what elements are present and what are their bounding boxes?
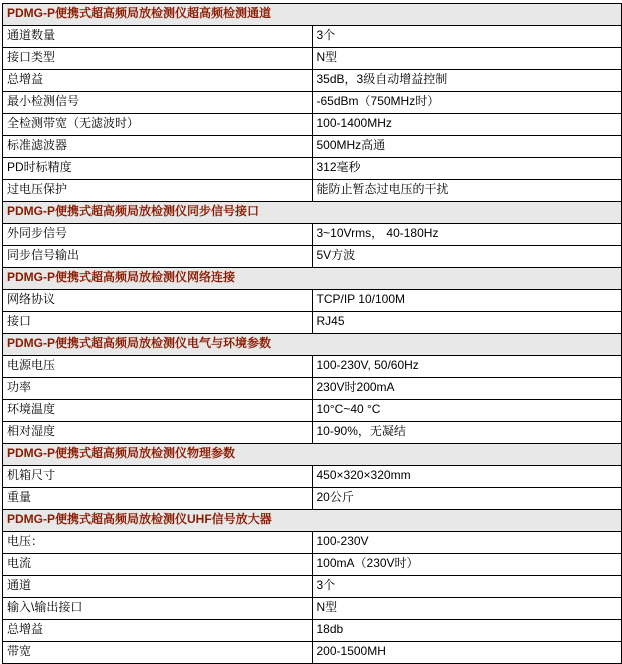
spec-label: 过电压保护 [3, 180, 313, 202]
spec-label: 带宽 [3, 642, 313, 664]
spec-label: 电流 [3, 554, 313, 576]
spec-label: 同步信号输出 [3, 246, 313, 268]
spec-value: 3个 [312, 26, 622, 48]
table-row [3, 224, 622, 246]
table-row [3, 246, 622, 268]
table-row [3, 136, 622, 158]
table-row [3, 26, 622, 48]
spec-label: 电压： [3, 532, 313, 554]
table-row [3, 114, 622, 136]
table-row [3, 576, 622, 598]
table-row [3, 488, 622, 510]
spec-value: 3~10Vrms， 40-180Hz [312, 224, 622, 246]
spec-value: 5V方波 [312, 246, 622, 268]
spec-label: 外同步信号 [3, 224, 313, 246]
section-header-label: PDMG-P便携式超高频局放检测仪电气与环境参数 [3, 334, 622, 356]
spec-value: 20公斤 [312, 488, 622, 510]
table-row [3, 532, 622, 554]
spec-value: 230V时200mA [312, 378, 622, 400]
specification-table [2, 3, 622, 664]
spec-label: 网络协议 [3, 290, 313, 312]
table-row [3, 466, 622, 488]
table-row [3, 554, 622, 576]
spec-value: 100-230V [312, 532, 622, 554]
spec-value: N型 [312, 598, 622, 620]
table-row [3, 48, 622, 70]
table-row [3, 642, 622, 664]
spec-value: 10°C~40 °C [312, 400, 622, 422]
spec-label: 相对湿度 [3, 422, 313, 444]
spec-value: 10-90%，无凝结 [312, 422, 622, 444]
table-row [3, 422, 622, 444]
table-row [3, 92, 622, 114]
spec-label: 功率 [3, 378, 313, 400]
spec-value: 能防止暂态过电压的干扰 [312, 180, 622, 202]
table-row [3, 356, 622, 378]
spec-label: 通道 [3, 576, 313, 598]
section-header-label: PDMG-P便携式超高频局放检测仪超高频检测通道 [3, 4, 622, 26]
spec-value: 35dB，3级自动增益控制 [312, 70, 622, 92]
spec-label: 通道数量 [3, 26, 313, 48]
section-header-label: PDMG-P便携式超高频局放检测仪同步信号接口 [3, 202, 622, 224]
spec-value: TCP/IP 10/100M [312, 290, 622, 312]
spec-label: 重量 [3, 488, 313, 510]
section-header-label: PDMG-P便携式超高频局放检测仪网络连接 [3, 268, 622, 290]
section-header-row [3, 4, 622, 26]
spec-value: 200-1500MH [312, 642, 622, 664]
section-header-row [3, 202, 622, 224]
spec-label: 总增益 [3, 70, 313, 92]
spec-label: 电源电压 [3, 356, 313, 378]
spec-value: RJ45 [312, 312, 622, 334]
spec-value: 500MHz高通 [312, 136, 622, 158]
spec-label: 最小检测信号 [3, 92, 313, 114]
section-header-row [3, 444, 622, 466]
table-row [3, 312, 622, 334]
spec-value: N型 [312, 48, 622, 70]
section-header-label: PDMG-P便携式超高频局放检测仪物理参数 [3, 444, 622, 466]
spec-value: 3个 [312, 576, 622, 598]
table-row [3, 378, 622, 400]
table-row [3, 400, 622, 422]
table-row [3, 598, 622, 620]
spec-label: 输入\输出接口 [3, 598, 313, 620]
spec-value: 312毫秒 [312, 158, 622, 180]
section-header-row [3, 268, 622, 290]
table-row [3, 620, 622, 642]
section-header-label: PDMG-P便携式超高频局放检测仪UHF信号放大器 [3, 510, 622, 532]
section-header-row [3, 510, 622, 532]
spec-label: 接口 [3, 312, 313, 334]
spec-value: 100-1400MHz [312, 114, 622, 136]
table-row [3, 290, 622, 312]
table-row [3, 180, 622, 202]
specification-table-body [3, 4, 622, 664]
spec-value: 100-230V, 50/60Hz [312, 356, 622, 378]
spec-value: 18db [312, 620, 622, 642]
table-row [3, 70, 622, 92]
spec-label: 总增益 [3, 620, 313, 642]
spec-value: -65dBm（750MHz时） [312, 92, 622, 114]
spec-label: 接口类型 [3, 48, 313, 70]
table-row [3, 158, 622, 180]
section-header-row [3, 334, 622, 356]
spec-label: 标准滤波器 [3, 136, 313, 158]
spec-label: 机箱尺寸 [3, 466, 313, 488]
spec-value: 100mA（230V时） [312, 554, 622, 576]
spec-value: 450×320×320mm [312, 466, 622, 488]
spec-label: 环境温度 [3, 400, 313, 422]
spec-label: PD时标精度 [3, 158, 313, 180]
spec-label: 全检测带宽（无滤波时） [3, 114, 313, 136]
